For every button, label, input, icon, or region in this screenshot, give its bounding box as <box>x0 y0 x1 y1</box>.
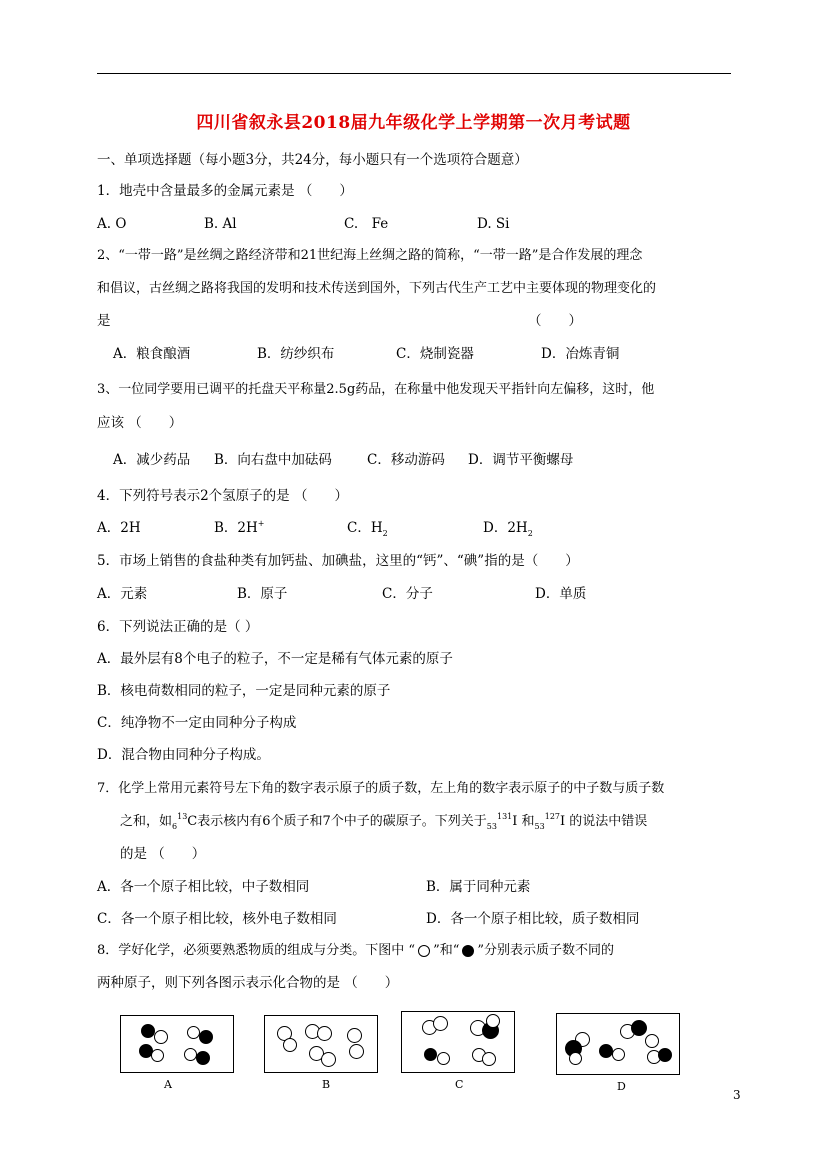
q3-option-b: B．向右盘中加砝码 <box>214 452 332 468</box>
diagram-c-label: C <box>455 1078 464 1091</box>
q1-option-a: A. O <box>97 216 127 232</box>
q7-line2: 之和，如$_6^{13}$C表示核内有6个质子和7个中子的碳原子。下列关于$_{53}^{131}$I 和$_{53}^{127}$I 的说法中错误 <box>120 812 648 831</box>
q2-line2: 和倡议，古丝绸之路将我国的发明和技术传送到国外，下列古代生产工艺中主要体现的物理变化的 <box>97 281 657 296</box>
q6-option-a: A．最外层有8个电子的粒子，不一定是稀有气体元素的原子 <box>97 651 453 667</box>
q7-option-a: A．各一个原子相比较，中子数相同 <box>97 879 310 895</box>
q8-line1: 8．学好化学，必须要熟悉物质的组成与分类。下图中 “ ”和“ ”分别表示质子数不同的 <box>97 943 615 958</box>
q6-option-b: B．核电荷数相同的粒子，一定是同种元素的原子 <box>97 683 391 699</box>
black-atom <box>196 1051 210 1065</box>
q4-option-d: D．$2H_2$ <box>483 520 533 538</box>
white-atom <box>349 1044 364 1059</box>
diagram-d-label: D <box>617 1080 626 1093</box>
diagram-d <box>556 1013 680 1075</box>
diagram-b <box>264 1015 378 1073</box>
white-atom <box>283 1038 297 1052</box>
diagram-a <box>120 1015 234 1073</box>
q8-line2: 两种原子，则下列各图示表示化合物的是 （ ） <box>97 975 399 991</box>
white-atom <box>437 1052 450 1065</box>
q5-option-c: C．分子 <box>382 586 433 602</box>
q1-stem: 1．地壳中含量最多的金属元素是 （ ） <box>97 183 353 199</box>
q1-option-c: C. Fe <box>344 216 389 232</box>
q2-option-c: C．烧制瓷器 <box>396 346 474 362</box>
white-atom <box>154 1030 168 1044</box>
q7-option-c: C．各一个原子相比较，核外电子数相同 <box>97 911 337 927</box>
section-heading: 一、单项选择题（每小题3分，共24分，每小题只有一个选项符合题意） <box>97 152 528 168</box>
white-atom <box>317 1026 332 1041</box>
white-atom <box>486 1014 500 1028</box>
white-atom <box>433 1016 448 1031</box>
black-atom <box>424 1048 437 1061</box>
white-atom <box>569 1052 582 1065</box>
q7-option-d: D．各一个原子相比较，质子数相同 <box>426 911 640 927</box>
white-atom <box>482 1052 496 1066</box>
black-atom <box>199 1030 213 1044</box>
diagram-a-label: A <box>164 1078 172 1091</box>
white-atom <box>321 1052 336 1067</box>
q6-option-d: D．混合物由同种分子构成。 <box>97 747 270 763</box>
q1-option-b: B. Al <box>204 216 237 232</box>
diagram-b-label: B <box>322 1078 331 1091</box>
q3-option-c: C．移动游码 <box>367 452 445 468</box>
q6-option-c: C．纯净物不一定由同种分子构成 <box>97 715 297 731</box>
white-atom <box>184 1048 197 1061</box>
q5-option-b: B．原子 <box>237 586 288 602</box>
header-rule <box>97 73 731 74</box>
black-atom <box>599 1044 613 1058</box>
q1-option-d: D. Si <box>477 216 510 232</box>
q2-option-b: B．纺纱织布 <box>257 346 335 362</box>
q2-option-a: A．粮食酿酒 <box>113 346 191 362</box>
diagram-c <box>401 1011 515 1073</box>
q4-stem: 4．下列符号表示2个氢原子的是 （ ） <box>97 488 348 504</box>
q5-option-a: A．元素 <box>97 586 148 602</box>
q2-line3: 是 <box>97 313 111 329</box>
q2-line1: 2、“一带一路”是丝绸之路经济带和21世纪海上丝绸之路的简称，“一带一路”是合作发展的理念 <box>97 248 643 263</box>
q4-option-c: C．$H_2$ <box>347 520 388 538</box>
q5-stem: 5．市场上销售的食盐种类有加钙盐、加碘盐，这里的“钙”、“碘”指的是（ ） <box>97 553 579 569</box>
white-atom-icon <box>418 945 430 957</box>
q2-option-d: D．冶炼青铜 <box>541 346 620 362</box>
q3-line2: 应该 （ ） <box>97 415 183 431</box>
q2-answer-paren: （ ） <box>528 313 582 329</box>
black-atom <box>631 1020 647 1036</box>
black-atom-icon <box>462 945 474 957</box>
black-atom <box>658 1048 672 1062</box>
q5-option-d: D．单质 <box>535 586 587 602</box>
q4-option-b: B．2H+ <box>214 519 265 536</box>
white-atom <box>645 1034 659 1048</box>
white-atom <box>612 1048 625 1061</box>
page-title: 四川省叙永县2018届九年级化学上学期第一次月考试题 <box>196 113 631 133</box>
q4-option-a: A．2H <box>97 520 141 536</box>
q7-option-b: B．属于同种元素 <box>426 879 531 895</box>
q6-stem: 6．下列说法正确的是（ ） <box>97 619 259 635</box>
page-number: 3 <box>733 1088 741 1102</box>
black-atom <box>141 1024 155 1038</box>
q3-line1: 3、一位同学要用已调平的托盘天平称量2.5g药品，在称量中他发现天平指针向左偏移，这时，他 <box>97 382 655 397</box>
q7-line3: 的是 （ ） <box>120 846 206 862</box>
q3-option-a: A．减少药品 <box>113 452 191 468</box>
q3-option-d: D．调节平衡螺母 <box>468 452 574 468</box>
white-atom <box>151 1049 164 1062</box>
q7-line1: 7．化学上常用元素符号左下角的数字表示原子的质子数，左上角的数字表示原子的中子数与质子数 <box>97 781 665 796</box>
white-atom <box>347 1028 362 1043</box>
